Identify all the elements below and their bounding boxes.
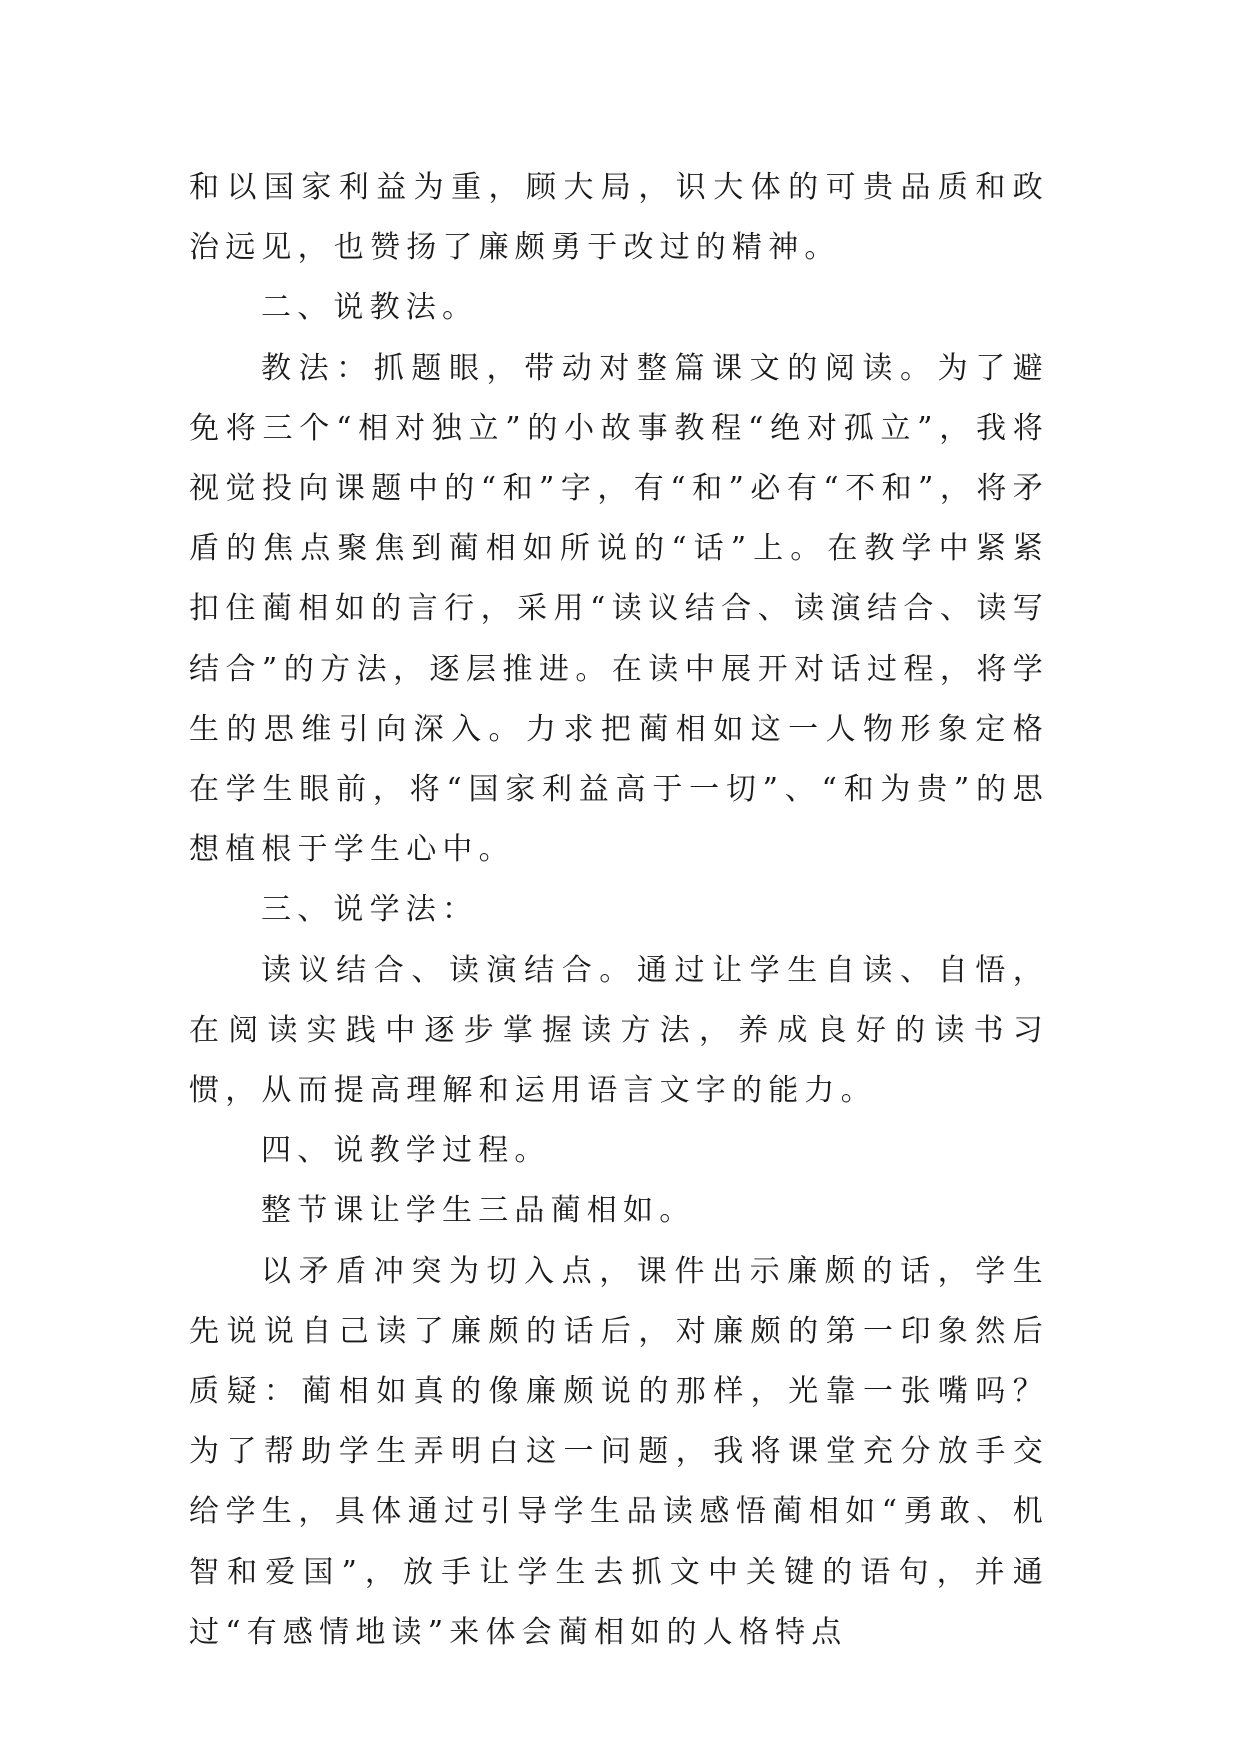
document-body [189,158,1049,1663]
heading-learning-method: 三、说学法： [261,892,479,928]
paragraph-learning-method: 读议结合、读演结合。通过让学生自读、自悟，在阅读实践中逐步掌握读方法，养成良好的读书习惯，从而提高理解和运用语言文字的能力。 [189,952,1049,1109]
paragraph-process-detail: 以矛盾冲突为切入点，课件出示廉颇的话，学生先说说自己读了廉颇的话后，对廉颇的第一印象然后质疑：蔺相如真的像廉颇说的那样，光靠一张嘴吗？为了帮助学生弄明白这一问题，我将课堂充分放手交给学生，具体通过引导学生品读感悟蔺相如“勇敢、机智和爱国”，放手让学生去抓文中关键的语句，并通过“有感情地读”来体会蔺相如的人格特点 [189,1253,1049,1650]
paragraph-process-overview: 整节课让学生三品蔺相如。 [261,1193,696,1229]
heading-teaching-method: 二、说教法。 [261,290,479,326]
paragraph-teaching-method: 教法：抓题眼，带动对整篇课文的阅读。为了避免将三个“相对独立”的小故事教程“绝对孤立”，我将视觉投向课题中的“和”字，有“和”必有“不和”，将矛盾的焦点聚焦到蔺相如所说的“话”上。在教学中紧紧扣住蔺相如的言行，采用“读议结合、读演结合、读写结合”的方法，逐层推进。在读中展开对话过程，将学生的思维引向深入。力求把蔺相如这一人物形象定格在学生眼前，将“国家利益高于一切”、“和为贵”的思想植根于学生心中。 [189,350,1049,868]
heading-teaching-process: 四、说教学过程。 [261,1133,551,1169]
paragraph-continuation: 和以国家利益为重，顾大局，识大体的可贵品质和政治远见，也赞扬了廉颇勇于改过的精神。 [189,170,1049,266]
